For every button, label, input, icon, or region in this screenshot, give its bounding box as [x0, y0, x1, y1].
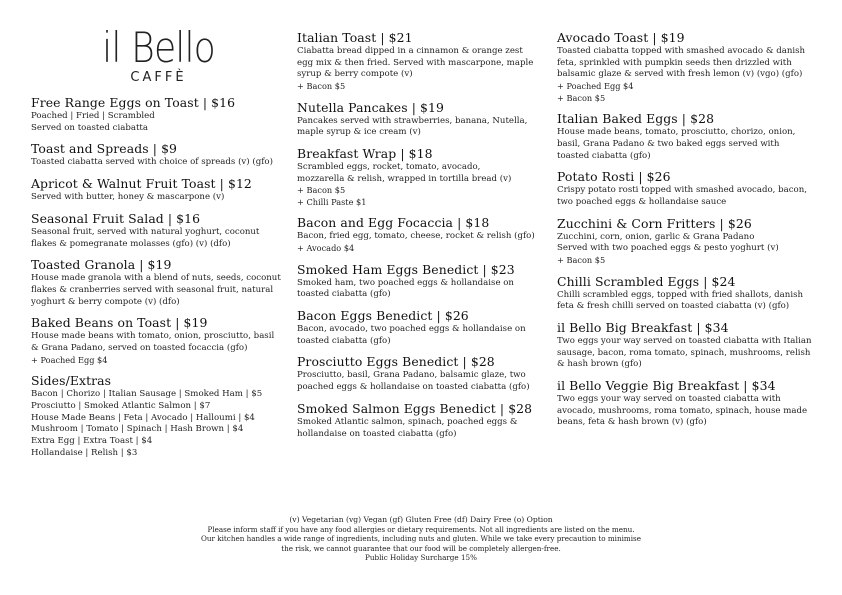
- menu-item-description: Smoked ham, two poached eggs & hollandaise on: [297, 277, 514, 288]
- menu-item-description: Served with two poached eggs & pesto yoghurt (v): [557, 243, 779, 254]
- surcharge-notice: Public Holiday Surcharge 15%: [365, 553, 477, 563]
- menu-item-title: Seasonal Fruit Salad | $16: [31, 210, 201, 226]
- menu-item-addon: + Chilli Paste $1: [297, 196, 367, 207]
- menu-item: [31, 211, 286, 250]
- menu-item-description: flakes & pomegranate molasses (gfo) (v) (dfo): [31, 238, 231, 249]
- menu-item-description: balsamic glaze & served with fresh lemon (v) (vgo) (gfo): [557, 69, 803, 80]
- menu-item-description: egg mix & then fried. Served with mascarpone, maple: [297, 57, 534, 68]
- menu-item-description: Two eggs your way served on toasted ciabatta with Italian: [557, 335, 812, 346]
- allergy-notice: Our kitchen handles a wide range of ingredients, including nuts and gluten. While we take every precaution to minimise: [201, 534, 641, 544]
- menu-item-description: basil, Grana Padano & two baked eggs served with: [557, 138, 780, 149]
- allergy-notice: the risk, we cannot guarantee that our food will be completely allergen-free.: [281, 543, 561, 553]
- menu-column-1: [31, 23, 286, 466]
- menu-item-description: Crispy potato rosti topped with smashed avocado, bacon,: [557, 185, 807, 196]
- menu-item-title: Free Range Eggs on Toast | $16: [31, 95, 236, 110]
- allergy-notice: Please inform staff if you have any food allergies or dietary requirements. Not all ingredients are listed on the menu.: [207, 524, 635, 534]
- menu-item-addon: + Poached Egg $4: [557, 81, 634, 92]
- menu-item-description: Served with butter, honey & mascarpone (v): [31, 192, 225, 203]
- menu-item-description: hollandaise on toasted ciabatta (gfo): [297, 428, 457, 439]
- menu-item-title: Italian Toast | $21: [297, 30, 413, 45]
- menu-item-description: Prosciutto | Smoked Atlantic Salmon | $7: [31, 400, 211, 411]
- menu-item-description: Bacon | Chorizo | Italian Sausage | Smoked Ham | $5: [31, 389, 263, 400]
- menu-item-addon: + Poached Egg $4: [31, 354, 108, 365]
- menu-item-description: avocado, mushrooms, roma tomato, spinach, house made: [557, 405, 808, 416]
- menu-column-2: [297, 30, 547, 447]
- menu-item: [297, 308, 547, 347]
- menu-item: [557, 320, 819, 371]
- menu-item-description: & hash brown (gfo): [557, 359, 642, 370]
- menu-item: [557, 30, 819, 104]
- menu-item-description: Prosciutto, basil, Grana Padano, balsamic glaze, two: [297, 370, 526, 381]
- menu-item: [557, 111, 819, 162]
- menu-item-description: Two eggs your way served on toasted ciabatta with: [557, 394, 781, 405]
- menu-item-description: poached eggs & hollandaise on toasted ciabatta (gfo): [297, 382, 530, 393]
- menu-column-3: [557, 30, 819, 436]
- menu-item-addon: + Bacon $5: [297, 81, 346, 92]
- menu-item: [31, 95, 286, 134]
- menu-item-description: Poached | Fried | Scrambled: [31, 111, 155, 121]
- menu-item-description: toasted ciabatta (gfo): [297, 335, 391, 346]
- menu-item-title: Italian Baked Eggs | $28: [557, 111, 715, 127]
- menu-item-description: Ciabatta bread dipped in a cinnamon & orange zest: [297, 46, 523, 56]
- menu-item-title: Nutella Pancakes | $19: [297, 99, 444, 115]
- menu-item-description: syrup & berry compote (v): [297, 69, 413, 80]
- menu-item: [297, 100, 547, 139]
- menu-item-description: Seasonal fruit, served with natural yoghurt, coconut: [31, 226, 260, 237]
- menu-item-title: Smoked Ham Eggs Benedict | $23: [297, 261, 515, 277]
- menu-item-title: Potato Rosti | $26: [557, 169, 671, 185]
- menu-item-description: Scrambled eggs, rocket, tomato, avocado,: [297, 162, 481, 173]
- menu-item-description: feta, sprinkled with pumpkin seeds then drizzled with: [557, 57, 792, 68]
- menu-item-description: sausage, bacon, roma tomato, spinach, mushrooms, relish: [557, 347, 811, 358]
- menu-item-description: yoghurt & berry compote (v) (dfo): [31, 296, 180, 307]
- menu-item-description: House made granola with a blend of nuts, seeds, coconut: [31, 273, 281, 284]
- menu-item-description: House Made Beans | Feta | Avocado | Halloumi | $4: [31, 412, 255, 423]
- menu-item-description: feta & fresh chilli served on toasted ciabatta (v) (gfo): [557, 301, 790, 312]
- menu-item-description: Toasted ciabatta topped with smashed avocado & danish: [557, 46, 806, 56]
- menu-item-title: Smoked Salmon Eggs Benedict | $28: [297, 400, 533, 416]
- menu-item-addon: + Avocado $4: [297, 243, 355, 254]
- menu-item-title: Apricot & Walnut Fruit Toast | $12: [31, 176, 252, 192]
- menu-item-description: Served on toasted ciabatta: [31, 122, 148, 133]
- dietary-legend: (v) Vegetarian (vg) Vegan (gf) Gluten Free (df) Dairy Free (o) Option: [289, 515, 553, 524]
- menu-item-title: Toasted Granola | $19: [31, 257, 172, 273]
- menu-item: [297, 262, 547, 301]
- menu-item-title: Sides/Extras: [31, 373, 112, 389]
- menu-item-description: House made beans with tomato, onion, prosciutto, basil: [31, 331, 275, 342]
- cafe-logo: [31, 23, 286, 85]
- menu-item-addon: + Bacon $5: [297, 185, 346, 196]
- menu-item-description: Smoked Atlantic salmon, spinach, poached eggs &: [297, 416, 518, 427]
- menu-item-description: beans, feta & hash brown (v) (gfo): [557, 417, 707, 428]
- menu-item-description: maple syrup & ice cream (v): [297, 127, 421, 138]
- menu-item-description: & Grana Padano, served on toasted focaccia (gfo): [31, 343, 248, 354]
- logo-subtitle: CAFFÈ: [130, 70, 187, 85]
- menu-item: [31, 176, 286, 204]
- menu-item-description: House made beans, tomato, prosciutto, chorizo, onion,: [557, 127, 796, 138]
- menu-item-title: Avocado Toast | $19: [557, 30, 685, 45]
- menu-item-description: Zucchini, corn, onion, garlic & Grana Padano: [557, 231, 755, 242]
- menu-item: [557, 274, 819, 313]
- menu-item-description: Toasted ciabatta served with choice of spreads (v) (gfo): [31, 157, 273, 168]
- menu-footer: [0, 515, 842, 563]
- menu-item: [297, 215, 547, 254]
- menu-item-title: il Bello Veggie Big Breakfast | $34: [557, 378, 776, 394]
- menu-item-description: Extra Egg | Extra Toast | $4: [31, 436, 153, 447]
- menu-item-title: Chilli Scrambled Eggs | $24: [557, 273, 736, 289]
- menu-item-title: Zucchini & Corn Fritters | $26: [557, 215, 752, 231]
- menu-item: [31, 141, 286, 169]
- menu-item: [297, 354, 547, 393]
- menu-item: [31, 315, 286, 366]
- menu-item-description: Hollandaise | Relish | $3: [31, 447, 138, 458]
- menu-item: [31, 373, 286, 459]
- menu-item-description: two poached eggs & hollandaise sauce: [557, 196, 727, 207]
- menu-item-title: il Bello Big Breakfast | $34: [557, 319, 729, 335]
- menu-item-description: toasted ciabatta (gfo): [297, 289, 391, 300]
- menu-item-description: Pancakes served with strawberries, banana, Nutella,: [297, 115, 528, 126]
- menu-item-description: Chilli scrambled eggs, topped with fried shallots, danish: [557, 289, 804, 300]
- menu-item: [557, 169, 819, 208]
- menu-item-title: Toast and Spreads | $9: [31, 141, 178, 157]
- menu-item-description: Bacon, avocado, two poached eggs & hollandaise on: [297, 324, 526, 335]
- menu-item-description: mozzarella & relish, wrapped in tortilla bread (v): [297, 173, 512, 184]
- menu-item-title: Prosciutto Eggs Benedict | $28: [297, 354, 495, 370]
- menu-item-title: Bacon and Egg Focaccia | $18: [297, 215, 490, 231]
- menu-item-description: Bacon, fried egg, tomato, cheese, rocket & relish (gfo): [297, 231, 535, 242]
- menu-item-addon: + Bacon $5: [557, 92, 606, 103]
- menu-item: [557, 378, 819, 429]
- menu-item: [557, 216, 819, 267]
- logo-wordmark: il Bello: [102, 23, 215, 72]
- menu-item: [297, 30, 547, 93]
- menu-item: [297, 146, 547, 208]
- menu-item-title: Breakfast Wrap | $18: [297, 146, 433, 162]
- menu-item-description: flakes & cranberries served with seasonal fruit, natural: [31, 284, 274, 295]
- menu-item-title: Baked Beans on Toast | $19: [31, 315, 208, 331]
- menu-item-title: Bacon Eggs Benedict | $26: [297, 308, 469, 324]
- menu-item: [297, 401, 547, 440]
- menu-item-addon: + Bacon $5: [557, 255, 606, 266]
- menu-item: [31, 257, 286, 308]
- menu-item-description: toasted ciabatta (gfo): [557, 150, 651, 161]
- menu-item-description: Mushroom | Tomato | Spinach | Hash Brown | $4: [31, 424, 244, 435]
